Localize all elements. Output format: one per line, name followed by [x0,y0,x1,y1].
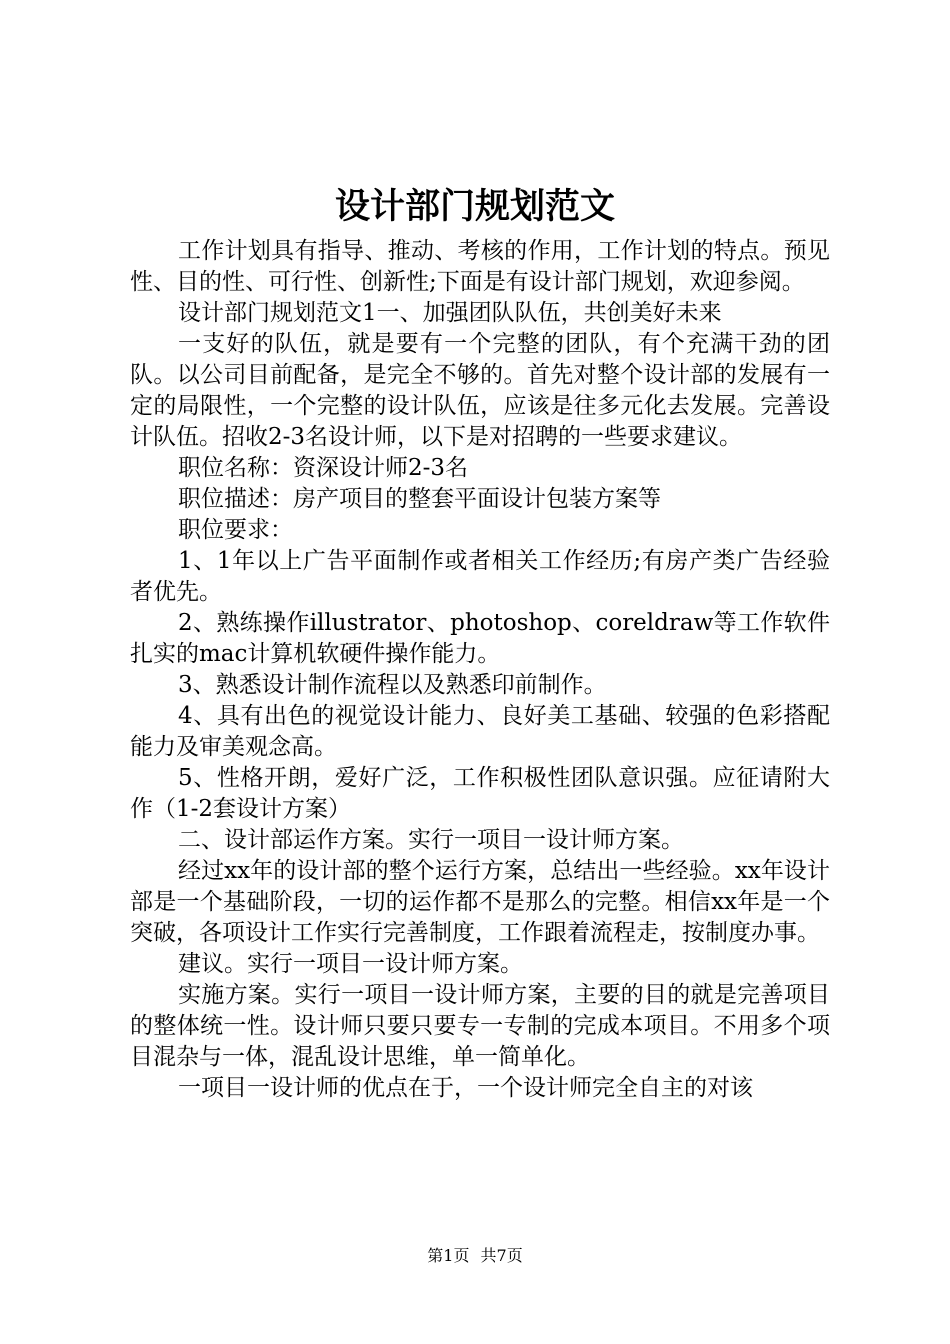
paragraph-team: 一支好的队伍，就是要有一个完整的团队，有个充满干劲的团队。以公司目前配备，是完全不够的。首先对整个设计部的发展有一定的局限性，一个完整的设计队伍，应该是往多元化去发展。完善设计队伍。招收2-3名设计师，以下是对招聘的一些要求建议。 [130,331,830,450]
paragraph-implementation: 实施方案。实行一项目一设计师方案，主要的目的就是完善项目的整体统一性。设计师只要只要专一专制的完成本项目。不用多个项目混杂与一体，混乱设计思维，单一简单化。 [130,982,830,1070]
paragraph-section-2-heading: 二、设计部运作方案。实行一项目一设计师方案。 [178,827,684,853]
paragraph-job-title: 职位名称：资深设计师2-3名 [178,455,469,481]
paragraph-job-requirements: 职位要求： [178,517,293,543]
requirement-item-4: 4、具有出色的视觉设计能力、良好美工基础、较强的色彩搭配能力及审美观念高。 [130,703,830,760]
paragraph-experience: 经过xx年的设计部的整个运行方案，总结出一些经验。xx年设计部是一个基础阶段，一切的运作都不是那么的完整。相信xx年是一个突破，各项设计工作实行完善制度，工作跟着流程走，按制度办事。 [130,858,830,946]
document-body [130,236,830,1104]
document-title: 设计部门规划范文 [334,187,615,227]
page-footer [0,1245,950,1267]
paragraph-advantages: 一项目一设计师的优点在于，一个设计师完全自主的对该 [178,1075,753,1101]
paragraph-intro: 工作计划具有指导、推动、考核的作用，工作计划的特点。预见性、目的性、可行性、创新性;下面是有设计部门规划，欢迎参阅。 [130,238,830,295]
page-number: 第1页 [427,1246,470,1265]
requirement-item-5: 5、性格开朗，爱好广泛，工作积极性团队意识强。应征请附大作（1-2套设计方案） [130,765,830,822]
paragraph-job-description: 职位描述：房产项目的整套平面设计包装方案等 [178,486,661,512]
requirement-item-1: 1、1年以上广告平面制作或者相关工作经历;有房产类广告经验者优先。 [130,548,830,605]
requirement-item-3: 3、熟悉设计制作流程以及熟悉印前制作。 [178,672,607,698]
paragraph-suggestion: 建议。实行一项目一设计师方案。 [178,951,523,977]
requirement-item-2: 2、熟练操作illustrator、photoshop、coreldraw等工作软件扎实的mac计算机软硬件操作能力。 [130,610,830,667]
page-total: 共7页 [480,1246,523,1265]
paragraph-section-1-heading: 设计部门规划范文1一、加强团队队伍，共创美好未来 [178,300,722,326]
